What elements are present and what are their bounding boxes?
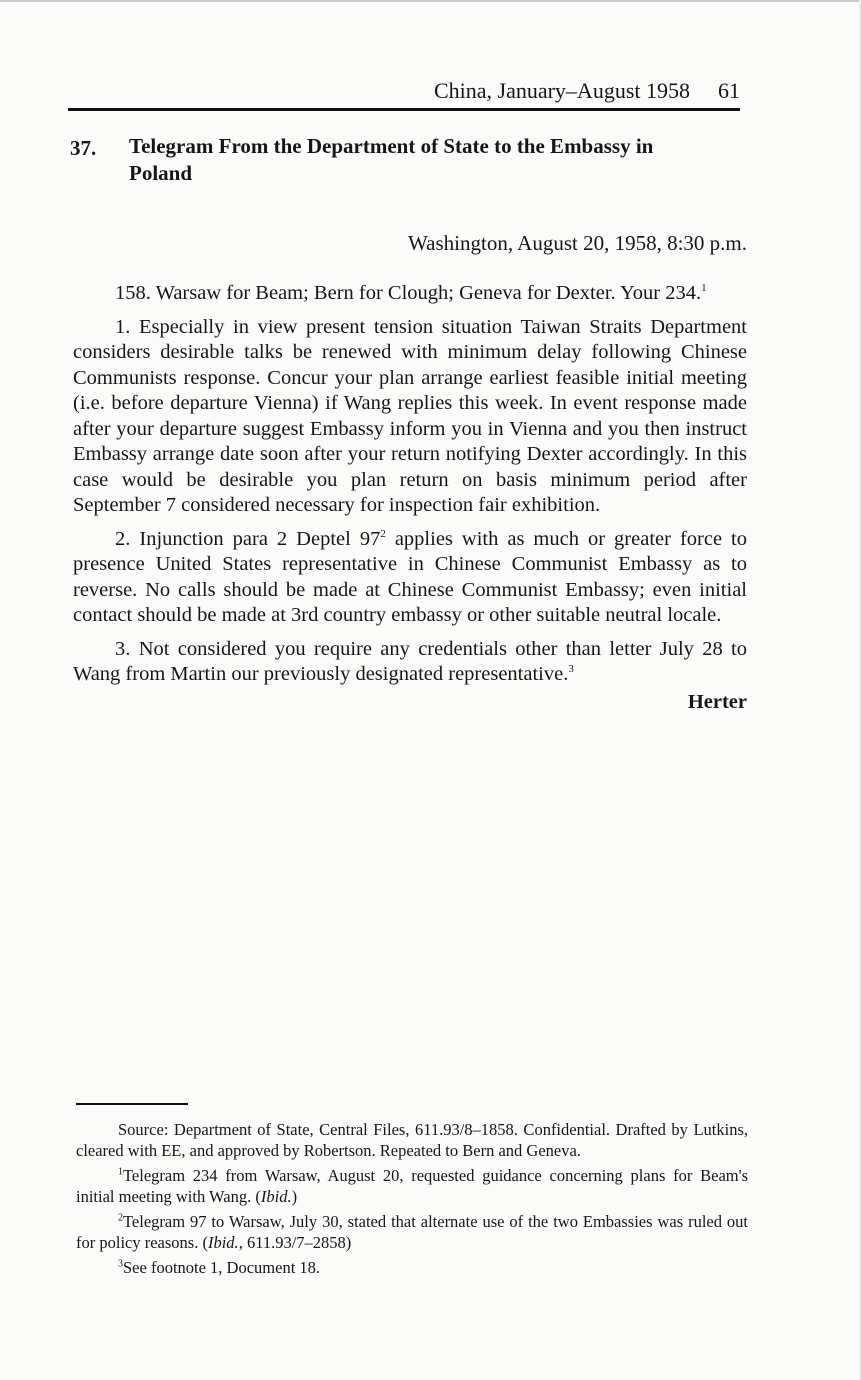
paragraph-3: 3. Not considered you require any credentials other than letter July 28 to Wang from Martin our previously designated representative.$^3$	[73, 637, 747, 685]
footnote-ref-2: 2	[380, 527, 386, 540]
page-number: 61	[718, 78, 740, 103]
paragraph-2: 2. Injunction para 2 Deptel $97^2$ applies with as much or greater force to presence United States representative in Chinese Communist Embassy as to reverse. No calls should be made at Chinese Communist Embassy; even initial contact should be made at 3rd country embassy or other suitable neutral locale.	[73, 527, 747, 626]
running-head	[70, 78, 740, 108]
footnote-3: $^3$See footnote 1, Document 18.	[118, 1258, 321, 1277]
scan-edge-line	[0, 0, 861, 2]
footnote-ref-1: 1	[701, 282, 707, 295]
footnote-1: $^1$Telegram 234 from Warsaw, August 20, requested guidance concerning plans for Beam's initial meeting with Wang. (Ibid.)	[76, 1166, 748, 1206]
header-rule	[68, 108, 740, 111]
footnote-ref-3: 3	[568, 663, 574, 676]
intro-paragraph: 158. Warsaw for Beam; Bern for Clough; Geneva for Dexter. Your 234.$^1$	[115, 282, 707, 304]
footnote-2: $^2$Telegram 97 to Warsaw, July 30, stated that alternate use of the two Embassies was ruled out for policy reasons. (Ibid., 611.93/7–2858)	[76, 1212, 748, 1252]
signature: Herter	[687, 690, 747, 713]
document-number: 37.	[70, 136, 97, 160]
telegram-body	[73, 281, 747, 715]
source-note: Source: Department of State, Central Files, 611.93/8–1858. Confidential. Drafted by Lutkins, cleared with EE, and approved by Robertson. Repeated to Bern and Geneva.	[76, 1120, 748, 1160]
footnotes	[76, 1119, 748, 1282]
document-title: Telegram From the Department of State to the Embassy in Poland	[129, 134, 654, 185]
paragraph-1: 1. Especially in view present tension situation Taiwan Straits Department considers desirable talks be renewed with minimum delay following Chinese Communists response. Concur your plan arrange earliest feasible initial meeting (i.e. before departure Vienna) if Wang replies this week. In event response made after your departure suggest Embassy inform you in Vienna and you then instruct Embassy arrange date soon after your return notifying Dexter accordingly. In this case would be desirable you plan return on basis minimum period after September 7 considered necessary for inspection fair exhibition.	[73, 315, 747, 516]
dateline: Washington, August 20, 1958, 8:30 p.m.	[408, 231, 747, 255]
footnote-rule	[76, 1103, 188, 1105]
running-head-title: China, January–August 1958	[433, 78, 690, 103]
